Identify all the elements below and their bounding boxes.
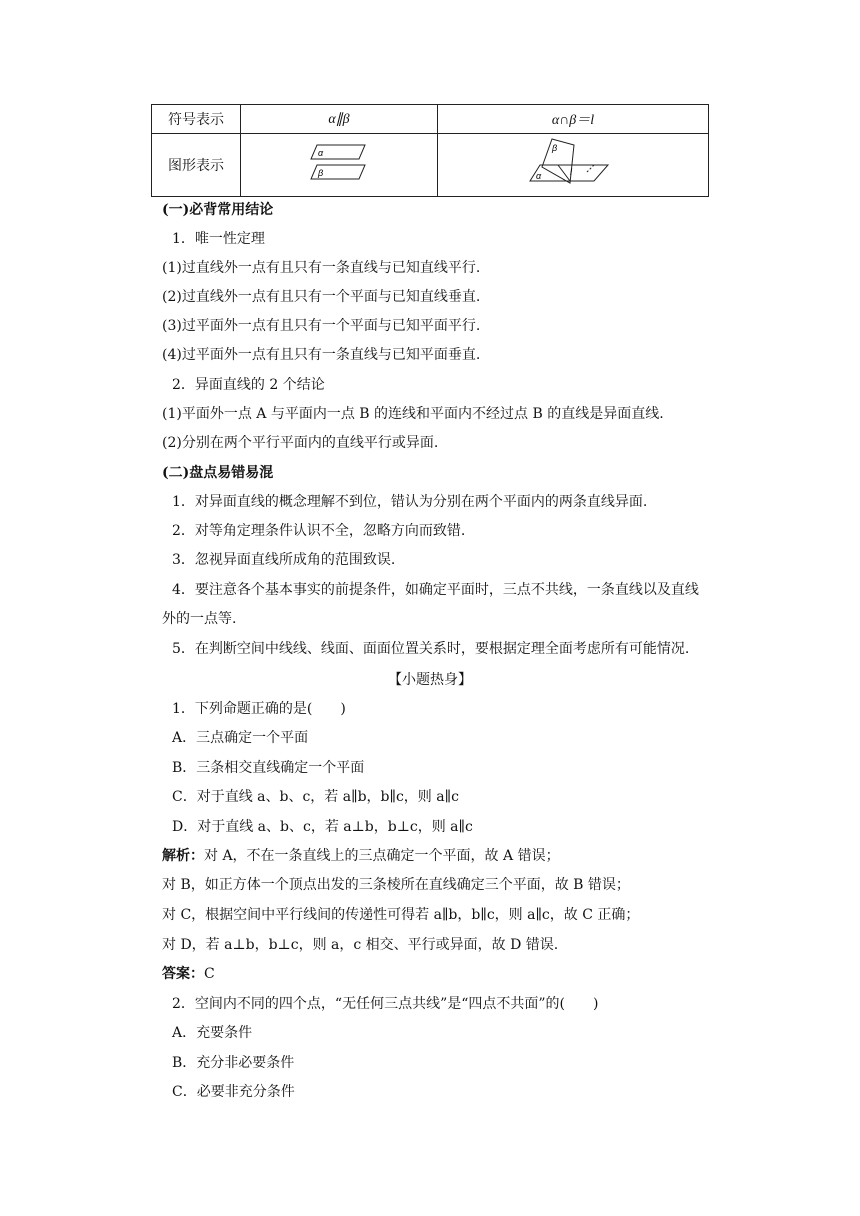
section-title: (二)盘点易错易混 [162, 465, 274, 481]
text-line: C．对于直线 a、b、c，若 a∥b，b∥c，则 a∥c [172, 789, 459, 805]
text-line: 5．在判断空间中线线、线面、面面位置关系时，要根据定理全面考虑所有可能情况. [172, 641, 690, 657]
text-line: (3)过平面外一点有且只有一个平面与已知平面平行. [162, 318, 481, 334]
section-title: (一)必背常用结论 [162, 202, 274, 218]
beta-label: β [318, 168, 324, 178]
text-line: 2．异面直线的 2 个结论 [172, 377, 325, 393]
parallel-planes-figure [309, 141, 369, 185]
parallel-symbol: α∥β [241, 105, 438, 134]
text-line: 对 C，根据空间中平行线间的传递性可得若 a∥b，b∥c，则 a∥c，故 C 正确； [162, 907, 640, 923]
text-line: D．对于直线 a、b、c，若 a⊥b，b⊥c，则 a∥c [172, 819, 473, 835]
text-line: 对 B，如正方体一个顶点出发的三条棱所在直线确定三个平面，故 B 错误； [162, 877, 630, 893]
intersect-figure-cell [438, 134, 709, 197]
figure-row [152, 134, 709, 197]
label-prefix: 答案： [162, 966, 204, 982]
text-line: B．充分非必要条件 [172, 1055, 295, 1071]
text-line: 1．唯一性定理 [172, 231, 265, 247]
text-line: (1)平面外一点 A 与平面内一点 B 的连线和平面内不经过点 B 的直线是异面直线. [162, 406, 664, 422]
text-line: 3．忽视异面直线所成角的范围致误. [172, 552, 396, 568]
alpha-label: α [318, 148, 324, 158]
text-line: 4．要注意各个基本事实的前提条件，如确定平面时，三点不共线，一条直线以及直线 [172, 582, 699, 598]
intersecting-planes-figure [528, 137, 618, 189]
text-line: 解析：对 A，不在一条直线上的三点确定一个平面，故 A 错误； [162, 848, 560, 864]
symbol-label: 符号表示 [152, 105, 241, 134]
text-line: 1．下列命题正确的是( ) [172, 701, 346, 717]
relation-table [151, 104, 709, 197]
line-l-label: l [570, 167, 572, 177]
text-line: 对 D，若 a⊥b，b⊥c，则 a，c 相交、平行或异面，故 D 错误. [162, 937, 559, 953]
text-line: (4)过平面外一点有且只有一条直线与已知平面垂直. [162, 347, 481, 363]
text-line: (2)过直线外一点有且只有一个平面与已知直线垂直. [162, 289, 481, 305]
beta-label: β [552, 143, 558, 153]
symbol-row [152, 105, 709, 134]
text-line: 外的一点等. [162, 611, 237, 627]
text-line: 答案：C [162, 966, 215, 982]
alpha-label: α [536, 171, 542, 181]
label-prefix: 解析： [162, 848, 204, 864]
text-line: 1．对异面直线的概念理解不到位，错认为分别在两个平面内的两条直线异面. [172, 494, 648, 510]
text-line: C．必要非充分条件 [172, 1084, 295, 1100]
text-line: A．三点确定一个平面 [172, 730, 309, 746]
intersect-symbol: α∩β＝l [438, 105, 709, 134]
text-line: A．充要条件 [172, 1025, 253, 1041]
text-line: (2)分别在两个平行平面内的直线平行或异面. [162, 435, 439, 451]
parallel-figure-cell [241, 134, 438, 197]
text-line: 2．空间内不同的四个点，“无任何三点共线”是“四点不共面”的( ) [172, 996, 599, 1012]
figure-label: 图形表示 [152, 134, 241, 197]
text-line: (1)过直线外一点有且只有一条直线与已知直线平行. [162, 260, 481, 276]
text-line: B．三条相交直线确定一个平面 [172, 760, 365, 776]
text-line: 2．对等角定理条件认识不全，忽略方向而致错. [172, 523, 466, 539]
section-heading: 【小题热身】 [388, 672, 472, 688]
